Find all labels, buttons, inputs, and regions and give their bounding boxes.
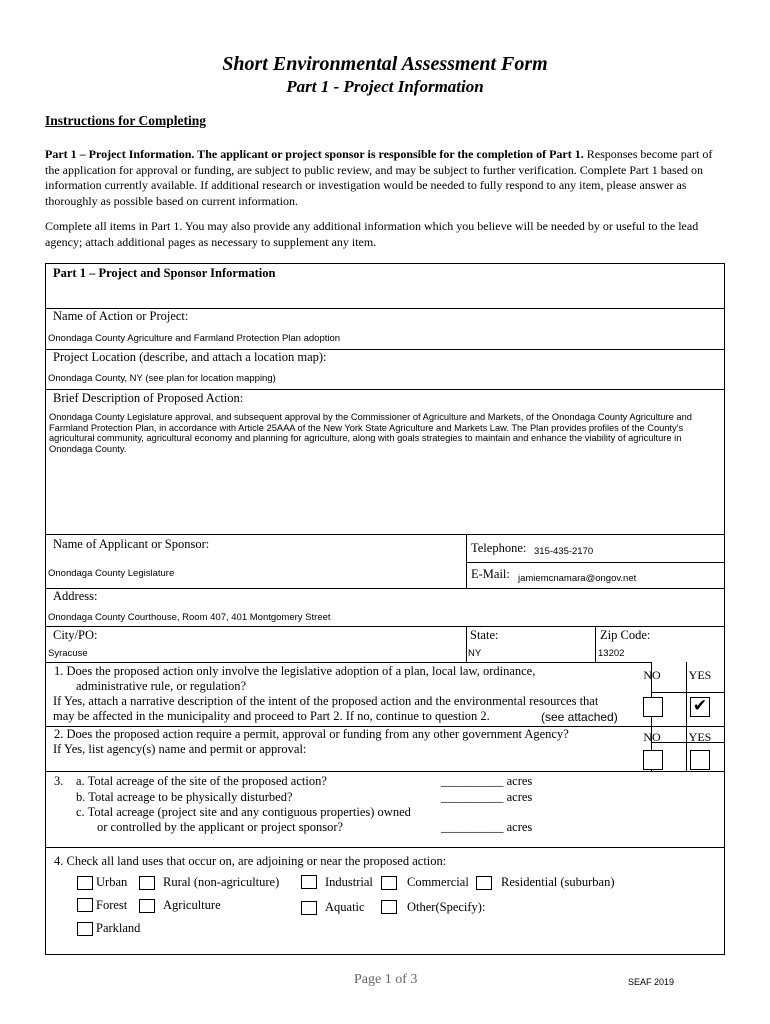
q1-see-attached: (see attached) [541,710,618,724]
state-label: State: [470,628,499,642]
location-field[interactable]: Onondaga County, NY (see plan for location mapping) [48,373,276,384]
q4-label: 4. Check all land uses that occur on, are adjoining or near the proposed action: [54,854,447,868]
applicant-field[interactable]: Onondaga County Legislature [48,568,175,579]
other-label: Other(Specify): [407,900,486,914]
residential-label: Residential (suburban) [501,875,615,889]
state-field[interactable]: NY [468,648,482,659]
form-title: Short Environmental Assessment Form [222,53,548,75]
email-label: E-Mail: [471,567,510,581]
telephone-label: Telephone: [471,541,527,555]
project-info-form [45,263,725,955]
q3-b-acres-field[interactable]: __________ acres [441,790,533,804]
page-number: Page 1 of 3 [354,972,418,987]
instructions-paragraph-2: Complete all items in Part 1. You may also provide any additional information which you believe will be needed by or useful to the lead agency; attach additional pages as necessary to supplement any item. [45,219,699,249]
forest-checkbox[interactable] [77,898,93,912]
q2-line-1: 2. Does the proposed action require a permit, approval or funding from any other government Agency? [54,727,569,741]
telephone-field[interactable]: 315-435-2170 [534,546,594,557]
instructions-heading: Instructions for Completing [45,113,207,128]
instructions-paragraph-1-rest: Responses become part of the application for approval or funding, are subject to public review, and may be subject to further verification. Complete Part 1 based on information currently available. If additional research or investigation would be needed to fully respond to any item, please answer as thoroughly as possible based on current information. [45,147,713,208]
q2-yes-label: YES [688,730,712,744]
q3-a-acres-field[interactable]: __________ acres [441,774,533,788]
urban-checkbox[interactable] [77,876,93,890]
section-title: Part 1 – Project and Sponsor Information [53,266,276,280]
city-field[interactable]: Syracuse [48,648,88,659]
location-label: Project Location (describe, and attach a location map): [53,350,327,364]
instructions-paragraph-1 [45,147,725,209]
zip-label: Zip Code: [600,628,651,642]
q1-line-2: administrative rule, or regulation? [76,679,247,693]
q1-no-checkbox[interactable] [643,697,663,717]
city-label: City/PO: [53,628,98,642]
industrial-checkbox[interactable] [301,875,317,889]
applicant-label: Name of Applicant or Sponsor: [53,537,210,551]
q2-no-checkbox[interactable] [643,750,663,770]
parkland-checkbox[interactable] [77,922,93,936]
commercial-label: Commercial [407,875,469,889]
forest-label: Forest [96,898,128,912]
q1-line-4: may be affected in the municipality and proceed to Part 2. If no, continue to question 2. [53,709,490,723]
action-name-field[interactable]: Onondaga County Agriculture and Farmland Protection Plan adoption [48,333,341,344]
aquatic-label: Aquatic [325,900,365,914]
q2-yes-checkbox[interactable] [690,750,710,770]
q2-line-2: If Yes, list agency(s) name and permit or approval: [53,742,307,756]
q1-yes-checkbox[interactable]: ✔ [690,697,710,717]
action-name-label: Name of Action or Project: [53,309,189,323]
address-label: Address: [53,589,98,603]
email-field[interactable]: jamiemcnamara@ongov.net [518,573,637,584]
q1-line-3: If Yes, attach a narrative description of the intent of the proposed action and the environmental resources that [53,694,599,708]
q2-no-label: NO [643,730,661,744]
description-label: Brief Description of Proposed Action: [53,391,244,405]
parkland-label: Parkland [96,921,141,935]
address-field[interactable]: Onondaga County Courthouse, Room 407, 401 Montgomery Street [48,612,331,623]
part-title: Part 1 - Project Information [286,77,484,96]
q3-number: 3. [54,774,64,788]
q1-line-1: 1. Does the proposed action only involve the legislative adoption of a plan, local law, ordinance, [54,664,536,678]
agriculture-label: Agriculture [163,898,221,912]
rural-label: Rural (non-agriculture) [163,875,280,889]
residential-checkbox[interactable] [476,876,492,890]
q3-c-label-1: c. Total acreage (project site and any contiguous properties) owned [76,805,411,819]
q3-a-label: a. Total acreage of the site of the proposed action? [76,774,327,788]
description-field[interactable]: Onondaga County Legislature approval, and subsequent approval by the Commissioner of Agriculture and Markets, of the Onondaga County Agriculture and Farmland Protection Plan, in accordance with Article 25AAA of the New York State Agriculture and Markets Law. The Plan provides profiles of the County's agricultural community, agricultural economy and planning for agriculture, along with goals strategies to maintain and enhance the viability of agriculture in Onondaga County. [49,412,692,454]
form-code: SEAF 2019 [628,977,675,987]
other-checkbox[interactable] [381,900,397,914]
q3-c-acres-field[interactable]: __________ acres [441,820,533,834]
aquatic-checkbox[interactable] [301,901,317,915]
q3-c-label-2: or controlled by the applicant or project sponsor? [97,820,344,834]
commercial-checkbox[interactable] [381,876,397,890]
rural-checkbox[interactable] [139,876,155,890]
agriculture-checkbox[interactable] [139,899,155,913]
q3-b-label: b. Total acreage to be physically disturbed? [76,790,293,804]
instructions-paragraph-1-bold: Part 1 – Project Information. The applicant or project sponsor is responsible for the completion of Part 1. [45,147,584,161]
q1-yes-label: YES [688,668,712,682]
industrial-label: Industrial [325,875,373,889]
q1-no-label: NO [643,668,661,682]
zip-field[interactable]: 13202 [598,648,625,659]
urban-label: Urban [96,875,128,889]
